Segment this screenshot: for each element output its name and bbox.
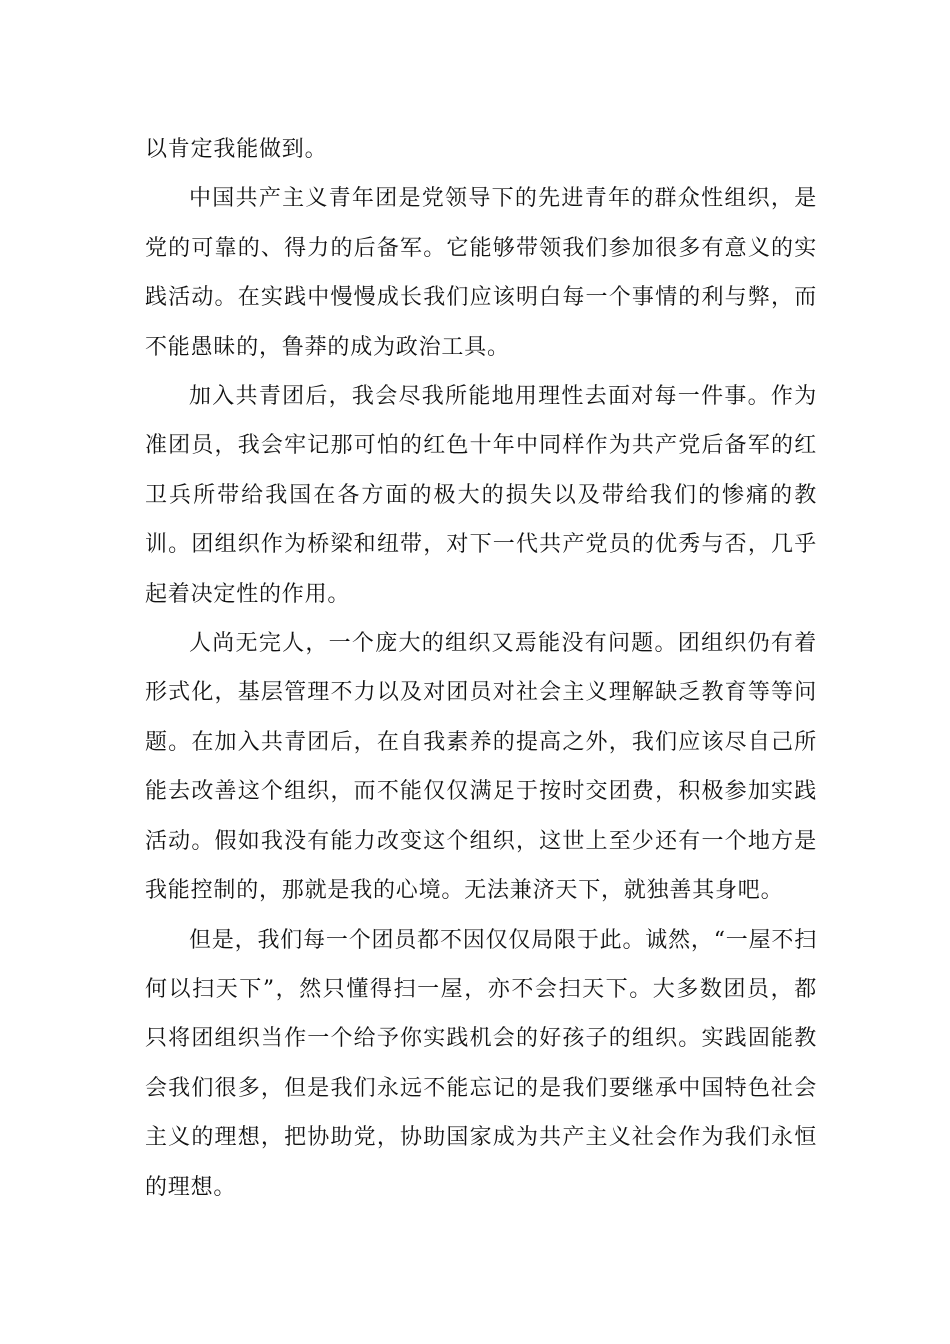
paragraph-ideals: 但是，我们每一个团员都不因仅仅局限于此。诚然，“一屋不扫何以扫天下”，然只懂得扫一屋，亦不会扫天下。大多数团员，都只将团组织当作一个给予你实践机会的好孩子的组织。实践固能教会我们很多，但是我们永远不能忘记的是我们要继承中国特色社会主义的理想，把协助党，协助国家成为共产主义社会作为我们永恒的理想。 xyxy=(145,927,817,1200)
paragraph-after-joining: 加入共青团后，我会尽我所能地用理性去面对每一件事。作为准团员，我会牢记那可怕的红色十年中同样作为共产党后备军的红卫兵所带给我国在各方面的极大的损失以及带给我们的惨痛的教训。团组织作为桥梁和纽带，对下一代共产党员的优秀与否，几乎起着决定性的作用。 xyxy=(145,384,817,607)
paragraph-continuation: 以肯定我能做到。 xyxy=(145,137,328,162)
document-body xyxy=(145,125,817,1212)
paragraph-youth-league-intro: 中国共产主义青年团是党领导下的先进青年的群众性组织，是党的可靠的、得力的后备军。它能够带领我们参加很多有意义的实践活动。在实践中慢慢成长我们应该明白每一个事情的利与弊，而不能愚昧的，鲁莽的成为政治工具。 xyxy=(145,186,817,360)
paragraph-problems: 人尚无完人，一个庞大的组织又焉能没有问题。团组织仍有着形式化，基层管理不力以及对团员对社会主义理解缺乏教育等等问题。在加入共青团后，在自我素养的提高之外，我们应该尽自己所能去改善这个组织，而不能仅仅满足于按时交团费，积极参加实践活动。假如我没有能力改变这个组织，这世上至少还有一个地方是我能控制的，那就是我的心境。无法兼济天下，就独善其身吧。 xyxy=(145,631,817,904)
